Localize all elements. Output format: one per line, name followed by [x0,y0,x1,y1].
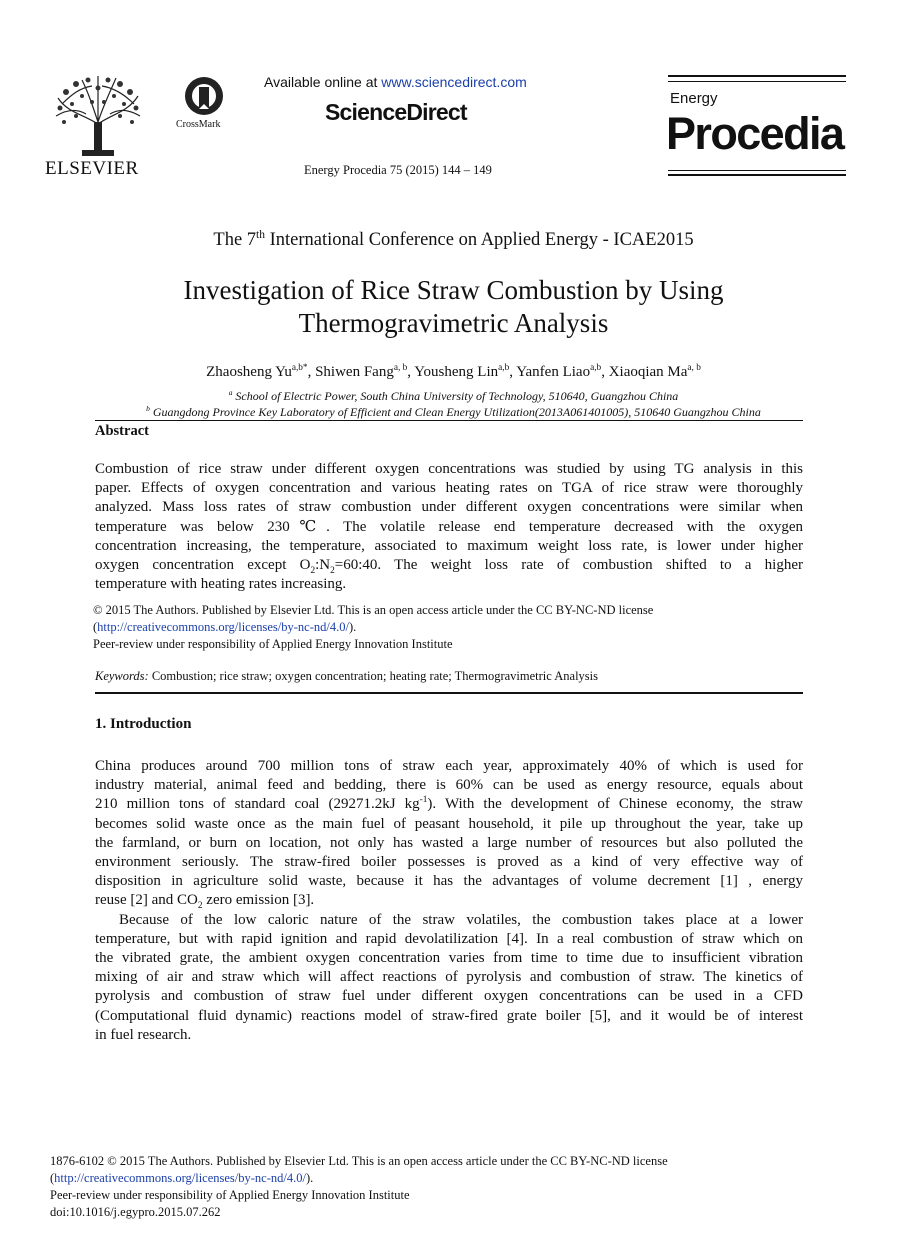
sciencedirect-link[interactable]: www.sciencedirect.com [381,74,527,90]
abstract-body [95,460,803,594]
footer-license-close: ). [305,1171,314,1185]
author[interactable]: Xiaoqian Ma [608,364,688,380]
journal-name-main: Procedia [666,108,844,159]
keywords-list: Combustion; rice straw; oxygen concentration; heating rate; Thermogravimetric Analysis [148,669,599,683]
intro-line: China produces around 700 million tons of straw each year, approximately 40% of which is used for [95,758,803,774]
intro-line: environment seriously. The straw-fired boiler possesses is proved as a kind of very effective way of [95,854,803,871]
intro-line: (Computational fluid dynamic) reactions model of straw-fired grate boiler [5], and it would be of interest [95,1007,803,1024]
intro-line: in fuel research. [95,1026,192,1043]
intro-line3-post: ). With the development of Chinese economy, the straw [427,796,804,813]
intro-line: the farmland, or burn on location, not only has wasted a large number of resources but also polluted the [95,834,803,851]
intro-line: temperature, but with rapid ignition and rapid devolatilization [4]. In a real combustion of straw which on [95,930,803,947]
copyright-block [93,602,653,653]
author-affiliation: a,b* [291,363,308,373]
copyright-text: © 2015 The Authors. Published by Elsevier Ltd. This is an open access article under the CC BY-NC-ND license [93,603,654,617]
subscript: 2 [330,566,335,577]
intro-line: becomes solid waste once as the main fuel of peasant household, it pile up throughout the year, take up [95,815,803,832]
affiliation-a [0,389,907,404]
journal-name-top: Energy [670,90,718,107]
footer-license-open: ( [50,1171,55,1185]
affiliation-b-text: Guangdong Province Key Laboratory of Efficient and Clean Energy Utilization(2013A061401005), 510640 Guangzhou China [149,405,761,419]
conference-pre: The 7 [213,230,257,250]
author-affiliation: a, b [687,363,701,373]
conference-post: International Conference on Applied Energy - ICAE2015 [264,230,694,250]
elsevier-tree-logo [52,74,144,158]
paper-title-line1: Investigation of Rice Straw Combustion by Using [183,275,724,305]
paper-title [0,274,907,340]
intro-line [95,891,803,910]
abstract-line6-pre: oxygen concentration except O [95,557,311,574]
abstract-line: Combustion of rice straw under different oxygen concentrations was studied by using TG analysis in this [95,461,803,477]
intro-line: mixing of air and straw which will affect reactions of pyrolysis and combustion of straw. The kinetics of [95,969,803,986]
keywords-label: Keywords: [95,669,149,683]
intro-line3-pre: 210 million tons of standard coal (29271.2kJ kg [95,796,420,813]
abstract-line6-post: =60:40. The weight loss rate of combustion shifted to a higher [334,557,803,574]
author[interactable]: Yanfen Liao [516,364,591,380]
subscript: 2 [197,901,203,912]
conference-name [0,230,907,251]
intro-line: the vibrated grate, the ambient oxygen concentration varies from time to time due to insufficient vibration [95,950,803,967]
journal-rule-bottom [668,174,846,176]
author-affiliation: a,b [498,363,510,373]
conference-sup: th [256,228,265,241]
intro-line: disposition in agriculture solid waste, because it has the advantages of volume decrement [1] , energy [95,873,803,890]
affiliation-b-mark: b [146,404,150,413]
subscript: 2 [310,566,316,577]
publisher-name: ELSEVIER [45,158,139,179]
section-heading-introduction: 1. Introduction [95,716,192,732]
available-prefix: Available online at [264,74,382,90]
abstract-line: analyzed. Mass loss rates of straw combustion under different oxygen concentrations were similar when [95,499,803,516]
license-link[interactable]: http://creativecommons.org/licenses/by-nc-nd/4.0/ [97,620,349,634]
abstract-line: paper. Effects of oxygen concentration and various heating rates on TGA of rice straw were thoroughly [95,480,803,497]
license-close: ). [348,620,357,634]
journal-rule-top [668,75,846,77]
author[interactable]: Yousheng Lin [414,364,499,380]
license-line [93,619,653,636]
author-separator: , [509,364,517,380]
author-affiliation: a,b [590,363,602,373]
author-list [0,364,907,381]
author-separator: , [601,364,609,380]
author[interactable]: Shiwen Fang [315,364,394,380]
author-separator: , [307,364,316,380]
intro-line [95,795,803,814]
peer-review-text: Peer-review under responsibility of Applied Energy Innovation Institute [93,637,453,651]
abstract-top-rule [95,420,803,421]
affiliation-a-mark: a [228,388,233,397]
affiliation-b [0,405,907,420]
platform-name: ScienceDirect [325,99,467,125]
abstract-line [95,556,803,575]
journal-rule-top-thin [668,81,846,82]
intro-last-pre: reuse [2] and CO [95,892,198,909]
intro-line: pyrolysis and combustion of straw fuel under different oxygen concentrations can be used in a CFD [95,988,803,1005]
affiliation-a-text: School of Electric Power, South China University of Technology, 510640, Guangzhou China [232,389,679,403]
footer-issn-copyright: 1876-6102 © 2015 The Authors. Published by Elsevier Ltd. This is an open access article under the CC BY-NC-ND license [50,1154,668,1168]
available-online [264,74,527,90]
author[interactable]: Zhaosheng Yu [206,364,292,380]
author-affiliation: a, b [393,363,408,373]
footer-peer-review: Peer-review under responsibility of Applied Energy Innovation Institute [50,1188,410,1202]
page-footer [50,1153,668,1221]
keywords [95,669,598,684]
journal-citation: Energy Procedia 75 (2015) 144 – 149 [304,163,492,177]
intro-line: Because of the low caloric nature of the straw volatiles, the combustion takes place at a lower [119,911,803,928]
journal-rule-bottom-thin [668,170,846,171]
introduction-body [95,757,803,1045]
superscript: -1 [419,795,428,806]
abstract-heading: Abstract [95,423,149,439]
footer-license-link[interactable]: http://creativecommons.org/licenses/by-nc-nd/4.0/ [54,1171,306,1185]
footer-doi[interactable]: doi:10.1016/j.egypro.2015.07.262 [50,1205,221,1219]
abstract-bottom-rule [95,692,803,694]
intro-line: industry material, animal feed and bedding, there is 60% can be used as energy resource, equals about [95,777,803,794]
abstract-line: temperature with heating rates increasing. [95,576,347,593]
abstract-line: temperature was below 230℃. The volatile release end temperature decreased with the oxygen [95,518,803,535]
paper-title-line2: Thermogravimetric Analysis [298,308,609,338]
intro-last-post: zero emission [3]. [202,892,315,909]
abstract-line6-mid: :N [315,557,331,574]
license-open: ( [93,620,98,634]
footer-license-line [50,1170,668,1187]
abstract-line: concentration increasing, the temperature, associated to maximum weight loss rate, is lower under higher [95,537,803,554]
author-separator: , [407,364,415,380]
crossmark-label: CrossMark [176,119,221,130]
